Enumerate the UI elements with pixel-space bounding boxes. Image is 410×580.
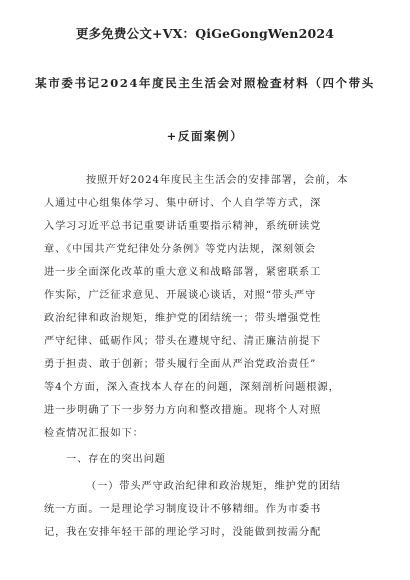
paragraph-line: 检查情况汇报如下： [44, 428, 144, 439]
subsection-line: （一）带头严守政治纪律和政治规矩，维护党的团结 [86, 481, 342, 492]
paragraph-line: 作实际，广泛征求意见、开展谈心谈话，对照“带头严守 [44, 290, 317, 301]
paragraph-line: 进一步明确了下一步努力方向和整改措施。现将个人对照 [44, 405, 322, 416]
paragraph-line: 严守纪律、砥砺作风；带头在遵规守纪、清正廉洁前提下 [44, 336, 322, 347]
paragraph-line: 按照开好2024年度民主生活会的安排部署，会前，本 [86, 175, 349, 186]
paragraph-line: 人通过中心组集体学习、集中研讨、个人自学等方式，深 [44, 198, 322, 209]
document-title-line-2: +反面案例） [166, 129, 244, 143]
paragraph-line: 勇于担责、敢于创新；带头履行全面从严治党政治责任” [44, 359, 317, 370]
header-banner: 更多免费公文+VX：QiGeGongWen2024 [75, 26, 335, 41]
subsection-line: 记，我在安排年轻干部的理论学习时，没能做到按需分配 [44, 527, 322, 538]
section-heading: 一、存在的突出问题 [66, 454, 166, 465]
paragraph-line: 进一步全面深化改革的重大意义和战略部署，紧密联系工 [44, 267, 322, 278]
document-title-line-1: 某市委书记2024年度民主生活会对照检查材料（四个带头 [35, 76, 375, 90]
paragraph-line: 等4个方面，深入查找本人存在的问题，深刻剖析问题根源， [44, 382, 340, 393]
paragraph-line: 政治纪律和政治规矩，维护党的团结统一；带头增强党性 [44, 313, 322, 324]
paragraph-line: 入学习习近平总书记重要讲话重要指示精神，系统研读党 [44, 221, 322, 232]
subsection-line: 统一方面。一是理论学习制度设计不够精细。作为市委书 [44, 504, 322, 515]
paragraph-line: 章、《中国共产党纪律处分条例》等党内法规，深刻领会 [44, 244, 317, 255]
